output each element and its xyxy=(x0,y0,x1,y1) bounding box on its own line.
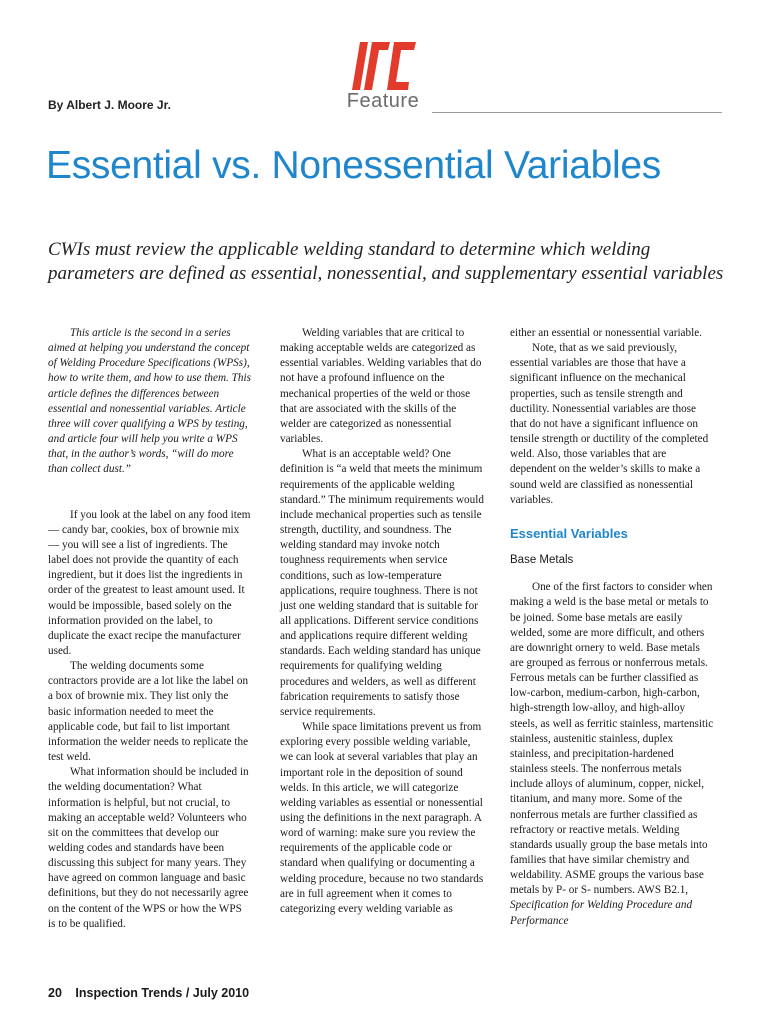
body-text: One of the first factors to consider when making a weld is the base metal or metals to be joined. Some base metals are easily welded, some are more difficult, and others are downright ornery to weld. Base metals are grouped as ferrous or nonferrous metals. Ferrous metals can be further classified as low-carbon, medium-carbon, high-carbon, high-strength low-alloy, and high-alloy steels, as well as ferritic stainless, martensitic stainless, austenitic stainless, duplex stainless, and precipitation-hardened stainless steels. The nonferrous metals include alloys of aluminum, copper, nickel, titanium, and many more. Some of the nonferrous metals are further classified as refractory or reactive metals. Welding standards usually group the base metals into families that have similar chemistry and weldability. ASME groups the various base metals by P- or S- numbers. AWS B2.1, xyxy=(510,581,714,897)
body-paragraph: If you look at the label on any food item — candy bar, cookies, box of brownie mix — you will see a list of ingredients. The label does not provide the quantity of each ingredient, but it does list the ingredients in order of the greatest to least amount used. It would be impossible, based solely on the information provided on the label, to duplicate the exact recipe the manufacturer used. xyxy=(48,508,251,657)
article-deck: CWIs must review the applicable welding standard to determine which welding parameters are defined as essential, nonessential, and supplementary essential variables xyxy=(48,239,724,284)
section-heading: Essential Variables xyxy=(510,525,628,541)
inspection-trends-logo xyxy=(346,42,418,92)
spec-title: Specification for Welding Procedure and Performance xyxy=(510,899,693,927)
section-label: Feature xyxy=(346,90,420,112)
page-number: 20 xyxy=(48,986,62,1000)
column-3 xyxy=(510,326,714,929)
header-rule xyxy=(432,112,722,113)
body-paragraph-continued: either an essential or nonessential variable. xyxy=(510,327,702,339)
body-paragraph: Welding variables that are critical to making acceptable welds are categorized as essential variables. Welding variables that do not have a profound influence on the mechanical properties of the weld or those that are associated with the skills of the welder are categorized as nonessential variables. xyxy=(280,327,482,446)
article-title: Essential vs. Nonessential Variables xyxy=(46,144,661,187)
column-2 xyxy=(280,326,484,917)
body-paragraph: What information should be included in the welding documentation? What information is helpful, but not crucial, to making an acceptable weld? Volunteers who sit on the committees that develop our welding codes and standards have been discussing this subject for many years. They have agreed on common language and basic definitions, but they do not necessarily agree on the content of the WPS or how the WPS is to be qualified. xyxy=(48,766,249,930)
body-paragraph: While space limitations prevent us from exploring every possible welding variable, we can look at several variables that play an important role in the deposition of sound welds. In this article, we will categorize welding variables as essential or nonessential using the definitions in the next paragraph. A word of warning: make sure you review the requirements of the applicable code or standard when qualifying or documenting a welding procedure, because no two standards are in full agreement when it comes to categorizing every welding variable as xyxy=(280,721,484,915)
publication-name: Inspection Trends / July 2010 xyxy=(75,986,250,1000)
column-1 xyxy=(48,326,252,932)
intro-note xyxy=(48,326,252,478)
body-paragraph: What is an acceptable weld? One definition is “a weld that meets the minimum requirements of the applicable welding standard.” The minimum requirements would include mechanical properties such as tensile strength, ductility, and soundness. The welding standard may invoke notch toughness requirements when service conditions, such as low-temperature applications, require toughness. There is not just one welding standard that is suitable for all applications. Different service conditions and applications require different welding standards. Each welding standard has unique requirements for qualifying welding procedures and welders, as well as different fabrication requirements to satisfy those service requirements. xyxy=(280,448,484,718)
body-paragraph: Note, that as we said previously, essential variables are those that have a significant influence on the mechanical properties, such as tensile strength and ductility. Nonessential variables are those that do not have a significant influence on tensile strength or ductility of the completed weld. Also, those variables that are dependent on the welder’s skills to make a sound weld are classified as nonessential variables. xyxy=(510,342,709,506)
page-footer xyxy=(48,986,249,1000)
body-paragraph: The welding documents some contractors provide are a lot like the label on a box of brownie mix. They list only the basic information needed to meet the applicable code, but fail to list important information the welder needs to replicate the test weld. xyxy=(48,660,249,764)
intro-paragraph: This article is the second in a series aimed at helping you understand the concept of Welding Procedure Specifications (WPSs), how to write them, and how to use them. This article defines the differences between essential and nonessential variables. Article three will cover qualifying a WPS by testing, and article four will help you write a WPS that, in the author’s words, “will do more than collect dust.” xyxy=(48,327,251,476)
subheading: Base Metals xyxy=(510,554,574,567)
body-paragraph xyxy=(510,580,714,929)
byline: By Albert J. Moore Jr. xyxy=(48,98,171,112)
